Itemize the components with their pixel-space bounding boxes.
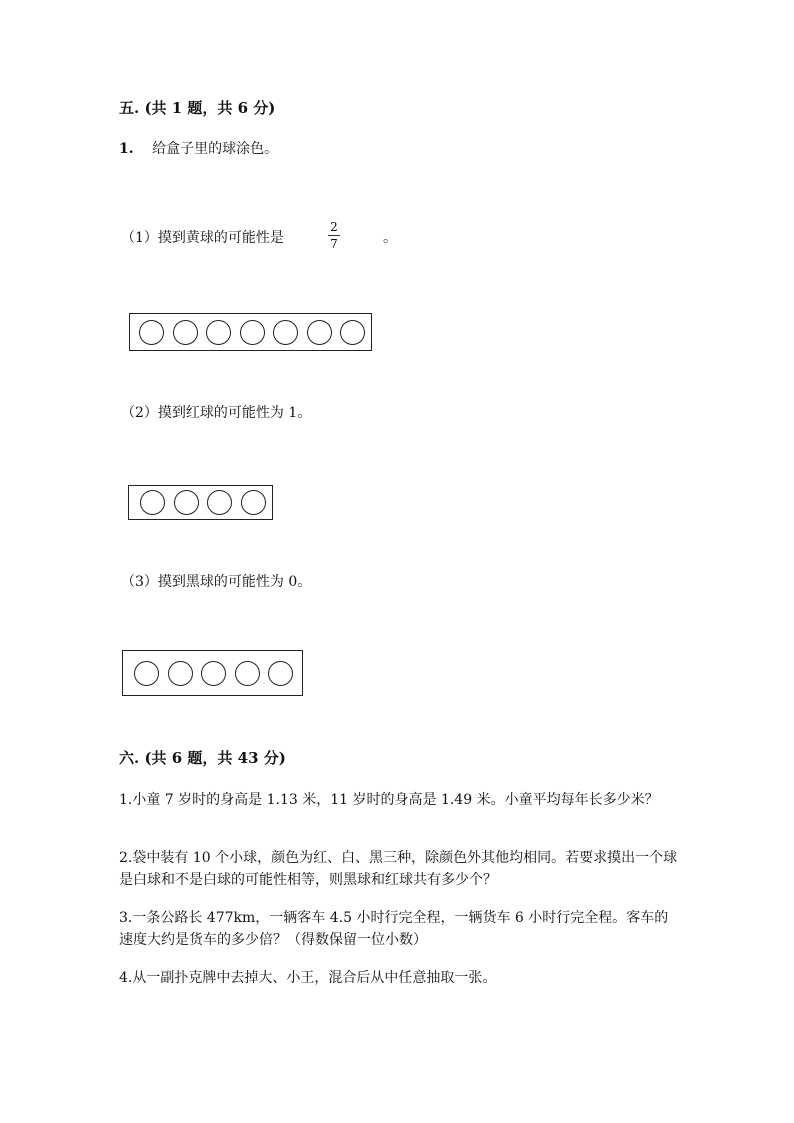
ball-circle bbox=[235, 661, 260, 686]
probability-fraction bbox=[326, 220, 342, 251]
fraction-numerator: 2 bbox=[330, 220, 338, 234]
ball-circle bbox=[268, 661, 293, 686]
ball-circle bbox=[173, 320, 198, 345]
part-1-label: （1）摸到黄球的可能性是 bbox=[121, 230, 284, 246]
ball-circle bbox=[140, 490, 165, 515]
ball-circle bbox=[241, 490, 266, 515]
part-2-label: （2）摸到红球的可能性为 1。 bbox=[121, 405, 312, 421]
question-item-1: 1.小童 7 岁时的身高是 1.13 米，11 岁时的身高是 1.49 米。小童平均每年长多少米？ bbox=[119, 792, 659, 808]
ball-circle bbox=[139, 320, 164, 345]
ball-circle bbox=[307, 320, 332, 345]
question-1-line bbox=[119, 138, 278, 158]
ball-circle bbox=[134, 661, 159, 686]
ball-circle bbox=[240, 320, 265, 345]
question-item-3: 3.一条公路长 477km，一辆客车 4.5 小时行完全程，一辆货车 6 小时行完全程。客车的速度大约是货车的多少倍？（得数保留一位小数） bbox=[119, 910, 669, 948]
part-1-suffix: 。 bbox=[383, 230, 397, 246]
section-5-heading: 五. (共 1 题，共 6 分) bbox=[119, 99, 276, 117]
ball-circle bbox=[207, 490, 232, 515]
question-text: 给盒子里的球涂色。 bbox=[152, 141, 279, 157]
ball-circle bbox=[273, 320, 298, 345]
ball-box-2 bbox=[128, 485, 273, 520]
question-item-2: 2.袋中装有 10 个小球，颜色为红、白、黑三种，除颜色外其他均相同。若要求摸出一个球是白球和不是白球的可能性相等，则黑球和红球共有多少个？ bbox=[119, 850, 678, 888]
ball-circle bbox=[168, 661, 193, 686]
ball-circle bbox=[201, 661, 226, 686]
part-3-label: （3）摸到黑球的可能性为 0。 bbox=[121, 574, 312, 590]
ball-box-1 bbox=[129, 313, 372, 351]
question-number: 1. bbox=[119, 141, 134, 157]
question-item-4: 4.从一副扑克牌中去掉大、小王，混合后从中任意抽取一张。 bbox=[119, 970, 497, 986]
ball-circle bbox=[206, 320, 231, 345]
ball-circle bbox=[340, 320, 365, 345]
section-6-heading: 六. (共 6 题，共 43 分) bbox=[119, 749, 286, 767]
fraction-bar bbox=[328, 235, 340, 236]
ball-circle bbox=[174, 490, 199, 515]
ball-box-3 bbox=[122, 650, 303, 696]
fraction-denominator: 7 bbox=[330, 237, 338, 251]
